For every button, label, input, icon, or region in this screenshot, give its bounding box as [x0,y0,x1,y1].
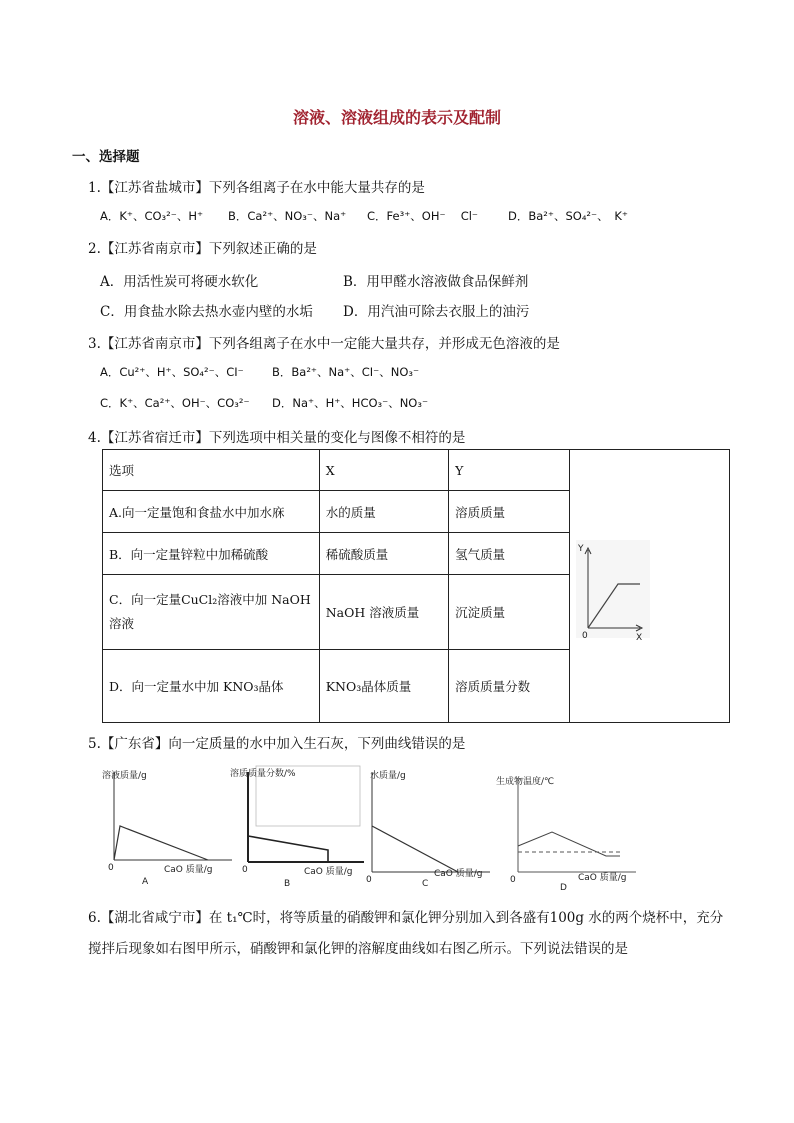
graph-origin-label: 0 [582,631,589,641]
q1-option-d: D．Ba²⁺、SO₄²⁻、 K⁺ [508,209,628,223]
table-cell: B．向一定量锌粒中加稀硫酸 [103,533,320,575]
table-cell: 溶质质量 [449,491,570,533]
q3-option-b: B．Ba²⁺、Na⁺、CI⁻、NO₃⁻ [272,365,420,379]
q3-option-c: C．K⁺、Ca²⁺、OH⁻、CO₃²⁻ [100,396,250,410]
table-header-cell: X [319,450,448,491]
q3-option-d: D．Na⁺、H⁺、HCO₃⁻、NO₃⁻ [272,396,429,410]
table-cell: KNO₃晶体质量 [319,649,448,722]
question-6-line-2: 搅拌后现象如右图甲所示，硝酸钾和氯化钾的溶解度曲线如右图乙所示。下列说法错误的是 [88,941,628,957]
graph-x-label: X [636,633,643,643]
graph-d-xlabel: CaO 质量/g [578,873,627,883]
q2-option-a: A．用活性炭可将硬水软化 [100,274,259,290]
table-cell: C．向一定量CuCl₂溶液中加 NaOH 溶液 [103,575,320,649]
graph-d-label: D [560,883,567,893]
table-cell: 氢气质量 [449,533,570,575]
graph-b-label: B [284,879,291,889]
table-cell: 溶质质量分数 [449,649,570,722]
graph-a-ylabel: 溶液质量/g [102,771,147,781]
graph-b-xlabel: CaO 质量/g [304,867,353,877]
graph-a-label: A [142,877,149,887]
section-heading: 一、选择题 [72,149,140,165]
table-cell: A.向一定量饱和食盐水中加水庥 [103,491,320,533]
table-cell: 沉淀质量 [449,575,570,649]
table-header-cell: 选项 [103,450,320,491]
table-header-row [103,450,730,491]
question-2-stem: 2.【江苏省南京市】下列叙述正确的是 [88,241,317,257]
question-4-table [102,449,730,723]
table-cell: 水的质量 [319,491,448,533]
graph-b-ylabel: 溶质质量分数/% [230,769,296,779]
q1-option-b: B．Ca²⁺、NO₃⁻、Na⁺ [228,209,347,223]
graph-b-origin: 0 [242,865,248,875]
q4-graph [570,450,729,722]
graph-c-ylabel: 水质量/g [370,771,406,781]
graph-c-label: C [422,879,429,889]
q2-option-c: C．用食盐水除去热水壶内壁的水垢 [100,304,313,320]
graph-a-xlabel: CaO 质量/g [164,865,213,875]
table-cell: D．向一定量水中加 KNO₃晶体 [103,649,320,722]
q2-option-d: D．用汽油可除去衣服上的油污 [343,304,530,320]
graph-d-ylabel: 生成物温度/℃ [496,777,555,787]
q5-graph-c [362,766,498,892]
table-header-cell: Y [449,450,570,491]
table-cell: NaOH 溶液质量 [319,575,448,649]
graph-y-label: Y [578,544,584,554]
q2-option-b: B．用甲醛水溶液做食品保鲜剂 [343,274,529,290]
q5-graph-d [496,772,646,896]
table-cell: 稀硫酸质量 [319,533,448,575]
q1-option-c: C．Fe³⁺、OH⁻ Cl⁻ [367,209,478,223]
question-5-stem: 5.【广东省】向一定质量的水中加入生石灰，下列曲线错误的是 [88,736,466,752]
question-4-stem: 4.【江苏省宿迁市】下列选项中相关量的变化与图像不相符的是 [88,430,466,446]
graph-c-origin: 0 [366,875,372,885]
q5-graph-a [102,766,238,892]
question-3-stem: 3.【江苏省南京市】下列各组离子在水中一定能大量共存，并形成无色溶液的是 [88,336,560,352]
q1-option-a: A．K⁺、CO₃²⁻、H⁺ [100,209,204,223]
q3-option-a: A．Cu²⁺、H⁺、SO₄²⁻、CI⁻ [100,365,244,379]
graph-c-xlabel: CaO 质量/g [434,869,483,879]
graph-d-origin: 0 [510,875,516,885]
graph-a-origin: 0 [108,863,114,873]
question-6-line-1: 6.【湖北省咸宁市】在 t₁℃时，将等质量的硝酸钾和氯化钾分别加入到各盛有100g 水的两个烧杯中，充分 [88,910,724,926]
q5-graph-b [228,766,368,892]
q4-graph-cell [570,450,730,723]
question-1-stem: 1.【江苏省盐城市】下列各组离子在水中能大量共存的是 [88,180,425,196]
page-title: 溶液、溶液组成的表示及配制 [292,108,501,127]
